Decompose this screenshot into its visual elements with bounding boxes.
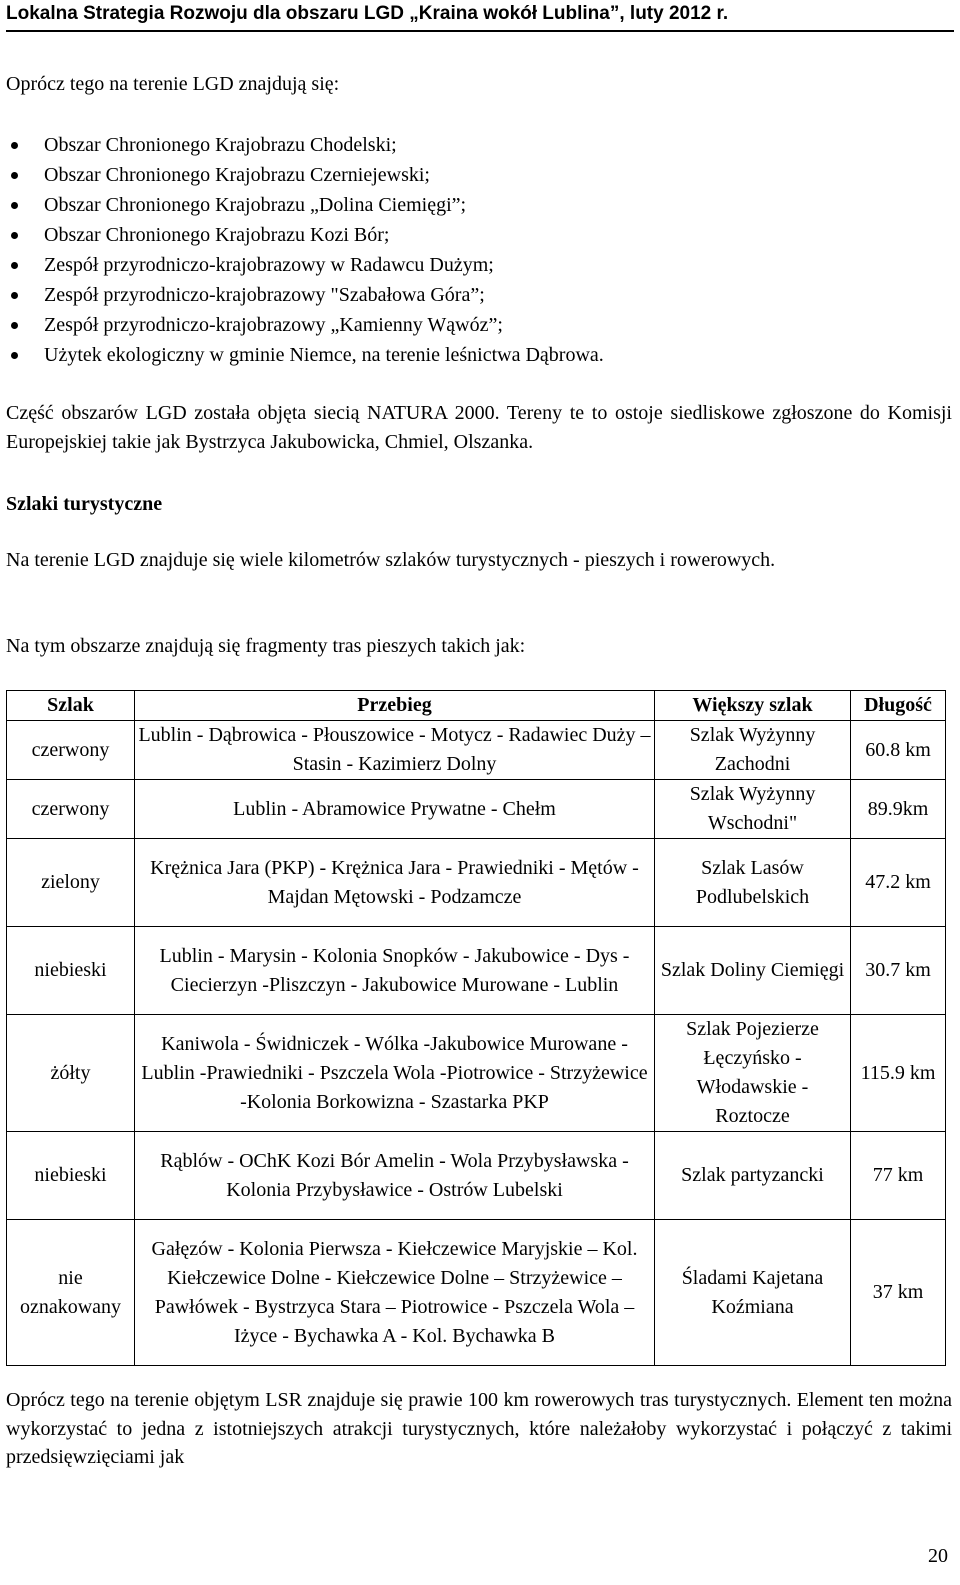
list-item: Zespół przyrodniczo-krajobrazowy w Radawcu Dużym; [6, 250, 604, 280]
cell-wiekszy-szlak: Szlak Doliny Ciemięgi [655, 927, 851, 1015]
page-header: Lokalna Strategia Rozwoju dla obszaru LGD „Kraina wokół Lublina”, luty 2012 r. [6, 0, 954, 32]
bullet-icon [11, 352, 18, 359]
cell-wiekszy-szlak: Szlak Pojezierze Łęczyńsko - Włodawskie - Roztocze [655, 1015, 851, 1132]
bullet-icon [11, 232, 18, 239]
table-row [7, 721, 946, 780]
cell-dlugosc: 115.9 km [851, 1015, 946, 1132]
cell-wiekszy-szlak: Szlak Wyżynny Zachodni [655, 721, 851, 780]
table-intro: Na tym obszarze znajdują się fragmenty tras pieszych takich jak: [6, 635, 526, 657]
cell-dlugosc: 47.2 km [851, 839, 946, 927]
cell-dlugosc: 89.9km [851, 780, 946, 839]
cell-przebieg: Rąblów - OChK Kozi Bór Amelin - Wola Przybysławska - Kolonia Przybysławice - Ostrów Lubelski [135, 1132, 655, 1220]
bullet-icon [11, 262, 18, 269]
list-item: Zespół przyrodniczo-krajobrazowy "Szabałowa Góra”; [6, 280, 604, 310]
header-przebieg: Przebieg [135, 691, 655, 721]
natura-paragraph: Część obszarów LGD została objęta siecią NATURA 2000. Tereny te to ostoje siedliskowe zgłoszone do Komisji Europejskiej takie jak Bystrzyca Jakubowicka, Chmiel, Olszanka. [6, 402, 952, 453]
table-row [7, 1015, 946, 1132]
cell-szlak: czerwony [7, 780, 135, 839]
cell-przebieg: Kaniwola - Świdniczek - Wólka -Jakubowice Murowane - Lublin -Prawiedniki - Pszczela Wola -Piotrowice - Strzyżewice -Kolonia Borkowizna - Szastarka PKP [135, 1015, 655, 1132]
table-header-row [7, 691, 946, 721]
protected-areas-list [6, 130, 604, 370]
list-item: Zespół przyrodniczo-krajobrazowy „Kamienny Wąwóz”; [6, 310, 604, 340]
list-item: Obszar Chronionego Krajobrazu Kozi Bór; [6, 220, 604, 250]
cell-wiekszy-szlak: Śladami Kajetana Koźmiana [655, 1220, 851, 1366]
cell-przebieg: Gałęzów - Kolonia Pierwsza - Kiełczewice Maryjskie – Kol. Kiełczewice Dolne - Kiełczewice Dolne – Strzyżewice – Pawłówek - Bystrzyca Stara – Piotrowice - Pszczela Wola – Iżyce - Bychawka A - Kol. Bychawka B [135, 1220, 655, 1366]
header-szlak: Szlak [7, 691, 135, 721]
intro-text: Oprócz tego na terenie LGD znajdują się: [6, 73, 340, 95]
header-dlugosc: Długość [851, 691, 946, 721]
table-row [7, 1220, 946, 1366]
bullet-icon [11, 142, 18, 149]
cell-szlak: żółty [7, 1015, 135, 1132]
table-row [7, 780, 946, 839]
cell-wiekszy-szlak: Szlak Lasów Podlubelskich [655, 839, 851, 927]
section-heading: Szlaki turystyczne [6, 493, 163, 515]
bullet-icon [11, 172, 18, 179]
list-item: Obszar Chronionego Krajobrazu Czerniejewski; [6, 160, 604, 190]
page-number: 20 [928, 1545, 948, 1567]
list-item: Użytek ekologiczny w gminie Niemce, na terenie leśnictwa Dąbrowa. [6, 340, 604, 370]
table-row [7, 839, 946, 927]
cell-dlugosc: 60.8 km [851, 721, 946, 780]
cell-szlak: niebieski [7, 927, 135, 1015]
cell-dlugosc: 30.7 km [851, 927, 946, 1015]
cell-szlak: nie oznakowany [7, 1220, 135, 1366]
closing-paragraph: Oprócz tego na terenie objętym LSR znajduje się prawie 100 km rowerowych tras turystycznych. Element ten można wykorzystać to jedna z istotniejszych atrakcji turystycznych, które należałoby wykorzystać i połączyć z takimi przedsięwzięciami jak [6, 1389, 952, 1469]
table-row [7, 1132, 946, 1220]
cell-szlak: czerwony [7, 721, 135, 780]
list-item: Obszar Chronionego Krajobrazu Chodelski; [6, 130, 604, 160]
cell-szlak: niebieski [7, 1132, 135, 1220]
cell-dlugosc: 37 km [851, 1220, 946, 1366]
bullet-icon [11, 292, 18, 299]
cell-dlugosc: 77 km [851, 1132, 946, 1220]
cell-przebieg: Lublin - Marysin - Kolonia Snopków - Jakubowice - Dys - Ciecierzyn -Pliszczyn - Jakubowice Murowane - Lublin [135, 927, 655, 1015]
cell-wiekszy-szlak: Szlak partyzancki [655, 1132, 851, 1220]
table-row [7, 927, 946, 1015]
cell-przebieg: Krężnica Jara (PKP) - Krężnica Jara - Prawiedniki - Mętów - Majdan Mętowski - Podzamcze [135, 839, 655, 927]
cell-wiekszy-szlak: Szlak Wyżynny Wschodni" [655, 780, 851, 839]
bullet-icon [11, 322, 18, 329]
cell-przebieg: Lublin - Abramowice Prywatne - Chełm [135, 780, 655, 839]
trails-table [6, 690, 946, 1366]
list-item: Obszar Chronionego Krajobrazu „Dolina Ciemięgi”; [6, 190, 604, 220]
header-wiekszy-szlak: Większy szlak [655, 691, 851, 721]
cell-przebieg: Lublin - Dąbrowica - Płouszowice - Motycz - Radawiec Duży – Stasin - Kazimierz Dolny [135, 721, 655, 780]
cell-szlak: zielony [7, 839, 135, 927]
trails-paragraph: Na terenie LGD znajduje się wiele kilometrów szlaków turystycznych - pieszych i rowerowych. [6, 549, 776, 571]
bullet-icon [11, 202, 18, 209]
